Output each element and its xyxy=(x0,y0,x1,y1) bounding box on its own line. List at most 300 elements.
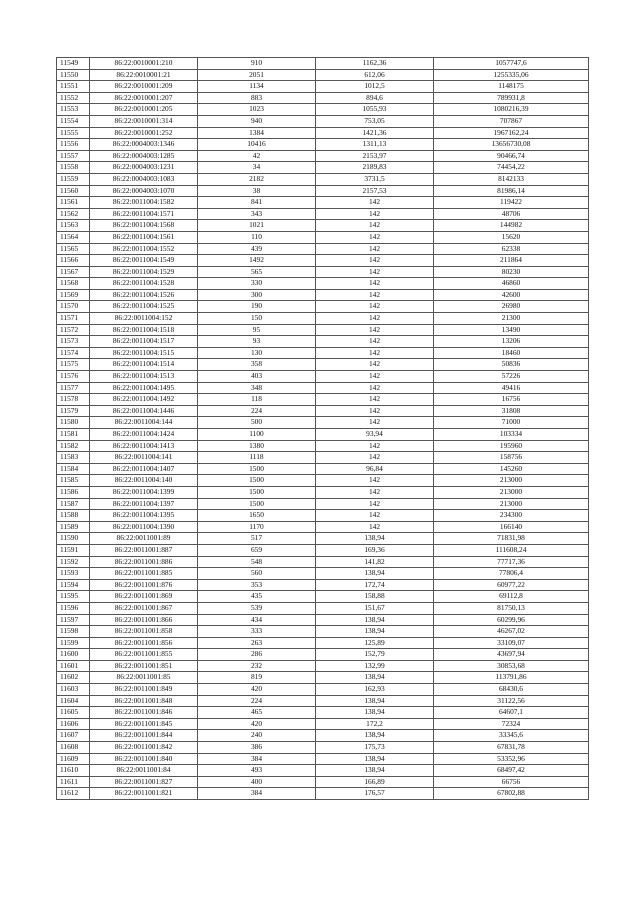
table-row xyxy=(57,649,589,661)
cadastral-number-cell: 86:22:0011001:886 xyxy=(90,556,198,568)
rate-cell: 142 xyxy=(316,197,434,209)
row-number-cell: 11550 xyxy=(57,69,90,81)
row-number-cell: 11558 xyxy=(57,162,90,174)
rate-cell: 753,05 xyxy=(316,115,434,127)
table-row xyxy=(57,359,589,371)
cadastral-number-cell: 86:22:0011004:1492 xyxy=(90,394,198,406)
row-number-cell: 11593 xyxy=(57,568,90,580)
cadastral-number-cell: 86:22:0011001:856 xyxy=(90,637,198,649)
table-row xyxy=(57,765,589,777)
cadastral-number-cell: 86:22:0011004:1525 xyxy=(90,301,198,313)
rate-cell: 1311,13 xyxy=(316,139,434,151)
area-cell: 232 xyxy=(198,660,316,672)
value-cell: 1967162,24 xyxy=(434,127,589,139)
area-cell: 286 xyxy=(198,649,316,661)
cadastral-number-cell: 86:22:0004003:1346 xyxy=(90,139,198,151)
value-cell: 31122,56 xyxy=(434,695,589,707)
table-row xyxy=(57,776,589,788)
cadastral-number-cell: 86:22:0011004:140 xyxy=(90,475,198,487)
value-cell: 1080216,39 xyxy=(434,104,589,116)
cadastral-number-cell: 86:22:0004003:1083 xyxy=(90,173,198,185)
value-cell: 166140 xyxy=(434,521,589,533)
value-cell: 13656730,08 xyxy=(434,139,589,151)
area-cell: 386 xyxy=(198,742,316,754)
value-cell: 50836 xyxy=(434,359,589,371)
value-cell: 15620 xyxy=(434,231,589,243)
cadastral-number-cell: 86:22:0011001:876 xyxy=(90,579,198,591)
row-number-cell: 11582 xyxy=(57,440,90,452)
value-cell: 211864 xyxy=(434,255,589,267)
value-cell: 13490 xyxy=(434,324,589,336)
value-cell: 53352,96 xyxy=(434,753,589,765)
area-cell: 353 xyxy=(198,579,316,591)
area-cell: 10416 xyxy=(198,139,316,151)
table-row xyxy=(57,498,589,510)
area-cell: 910 xyxy=(198,58,316,70)
row-number-cell: 11592 xyxy=(57,556,90,568)
cadastral-number-cell: 86:22:0011001:848 xyxy=(90,695,198,707)
row-number-cell: 11573 xyxy=(57,336,90,348)
row-number-cell: 11611 xyxy=(57,776,90,788)
row-number-cell: 11605 xyxy=(57,707,90,719)
rate-cell: 162,93 xyxy=(316,684,434,696)
area-cell: 42 xyxy=(198,150,316,162)
row-number-cell: 11575 xyxy=(57,359,90,371)
rate-cell: 138,94 xyxy=(316,626,434,638)
table-row xyxy=(57,347,589,359)
cadastral-number-cell: 86:22:0011001:885 xyxy=(90,568,198,580)
cadastral-number-cell: 86:22:0011001:869 xyxy=(90,591,198,603)
row-number-cell: 11554 xyxy=(57,115,90,127)
area-cell: 403 xyxy=(198,371,316,383)
area-cell: 240 xyxy=(198,730,316,742)
table-row xyxy=(57,69,589,81)
cadastral-number-cell: 86:22:0011001:887 xyxy=(90,544,198,556)
table-row xyxy=(57,266,589,278)
cadastral-number-cell: 86:22:0011001:846 xyxy=(90,707,198,719)
area-cell: 1384 xyxy=(198,127,316,139)
area-cell: 1500 xyxy=(198,486,316,498)
value-cell: 707867 xyxy=(434,115,589,127)
area-cell: 1118 xyxy=(198,452,316,464)
row-number-cell: 11576 xyxy=(57,371,90,383)
value-cell: 67802,88 xyxy=(434,788,589,800)
cadastral-number-cell: 86:22:0011004:152 xyxy=(90,313,198,325)
rate-cell: 175,73 xyxy=(316,742,434,754)
value-cell: 213000 xyxy=(434,486,589,498)
row-number-cell: 11607 xyxy=(57,730,90,742)
area-cell: 841 xyxy=(198,197,316,209)
area-cell: 1650 xyxy=(198,510,316,522)
rate-cell: 142 xyxy=(316,498,434,510)
rate-cell: 142 xyxy=(316,475,434,487)
row-number-cell: 11596 xyxy=(57,602,90,614)
row-number-cell: 11551 xyxy=(57,81,90,93)
table-row xyxy=(57,533,589,545)
row-number-cell: 11583 xyxy=(57,452,90,464)
row-number-cell: 11552 xyxy=(57,92,90,104)
cadastral-number-cell: 86:22:0011001:845 xyxy=(90,718,198,730)
table-row xyxy=(57,684,589,696)
cadastral-number-cell: 86:22:0011001:85 xyxy=(90,672,198,684)
rate-cell: 3731,5 xyxy=(316,173,434,185)
value-cell: 68430,6 xyxy=(434,684,589,696)
area-cell: 420 xyxy=(198,684,316,696)
cadastral-number-cell: 86:22:0011001:840 xyxy=(90,753,198,765)
rate-cell: 142 xyxy=(316,336,434,348)
rate-cell: 142 xyxy=(316,359,434,371)
cadastral-number-cell: 86:22:0010001:209 xyxy=(90,81,198,93)
value-cell: 46267,02 xyxy=(434,626,589,638)
value-cell: 77717,36 xyxy=(434,556,589,568)
table-row xyxy=(57,602,589,614)
cadastral-number-cell: 86:22:0011004:1515 xyxy=(90,347,198,359)
cadastral-number-cell: 86:22:0011001:866 xyxy=(90,614,198,626)
row-number-cell: 11594 xyxy=(57,579,90,591)
table-row xyxy=(57,510,589,522)
table-row xyxy=(57,660,589,672)
rate-cell: 152,79 xyxy=(316,649,434,661)
area-cell: 819 xyxy=(198,672,316,684)
value-cell: 49416 xyxy=(434,382,589,394)
row-number-cell: 11555 xyxy=(57,127,90,139)
table-row xyxy=(57,139,589,151)
value-cell: 80230 xyxy=(434,266,589,278)
area-cell: 2051 xyxy=(198,69,316,81)
value-cell: 213000 xyxy=(434,475,589,487)
cadastral-number-cell: 86:22:0011004:1561 xyxy=(90,231,198,243)
table-row xyxy=(57,568,589,580)
row-number-cell: 11568 xyxy=(57,278,90,290)
rate-cell: 2189,83 xyxy=(316,162,434,174)
row-number-cell: 11610 xyxy=(57,765,90,777)
area-cell: 565 xyxy=(198,266,316,278)
rate-cell: 142 xyxy=(316,510,434,522)
cadastral-number-cell: 86:22:0011004:1446 xyxy=(90,405,198,417)
rate-cell: 169,36 xyxy=(316,544,434,556)
value-cell: 72324 xyxy=(434,718,589,730)
value-cell: 30853,68 xyxy=(434,660,589,672)
area-cell: 493 xyxy=(198,765,316,777)
value-cell: 103334 xyxy=(434,429,589,441)
table-row xyxy=(57,672,589,684)
value-cell: 64607,1 xyxy=(434,707,589,719)
table-row xyxy=(57,92,589,104)
row-number-cell: 11559 xyxy=(57,173,90,185)
rate-cell: 138,94 xyxy=(316,695,434,707)
row-number-cell: 11579 xyxy=(57,405,90,417)
area-cell: 333 xyxy=(198,626,316,638)
row-number-cell: 11590 xyxy=(57,533,90,545)
value-cell: 1148175 xyxy=(434,81,589,93)
value-cell: 43697,94 xyxy=(434,649,589,661)
area-cell: 435 xyxy=(198,591,316,603)
rate-cell: 151,67 xyxy=(316,602,434,614)
table-row xyxy=(57,173,589,185)
cadastral-number-cell: 86:22:0011004:1582 xyxy=(90,197,198,209)
area-cell: 1100 xyxy=(198,429,316,441)
rate-cell: 93,94 xyxy=(316,429,434,441)
rate-cell: 142 xyxy=(316,371,434,383)
cadastral-number-cell: 86:22:0011001:842 xyxy=(90,742,198,754)
table-row xyxy=(57,637,589,649)
value-cell: 111608,24 xyxy=(434,544,589,556)
cadastral-number-cell: 86:22:0011004:1495 xyxy=(90,382,198,394)
area-cell: 883 xyxy=(198,92,316,104)
cadastral-number-cell: 86:22:0011004:1513 xyxy=(90,371,198,383)
table-row xyxy=(57,591,589,603)
row-number-cell: 11580 xyxy=(57,417,90,429)
value-cell: 21300 xyxy=(434,313,589,325)
row-number-cell: 11603 xyxy=(57,684,90,696)
table-row xyxy=(57,220,589,232)
row-number-cell: 11585 xyxy=(57,475,90,487)
rate-cell: 142 xyxy=(316,243,434,255)
value-cell: 60977,22 xyxy=(434,579,589,591)
area-cell: 548 xyxy=(198,556,316,568)
table-row xyxy=(57,115,589,127)
rate-cell: 138,94 xyxy=(316,730,434,742)
table-row xyxy=(57,208,589,220)
cadastral-number-cell: 86:22:0011004:1517 xyxy=(90,336,198,348)
cadastral-number-cell: 86:22:0011004:1413 xyxy=(90,440,198,452)
area-cell: 110 xyxy=(198,231,316,243)
row-number-cell: 11564 xyxy=(57,231,90,243)
cadastral-number-cell: 86:22:0011001:858 xyxy=(90,626,198,638)
value-cell: 68497,42 xyxy=(434,765,589,777)
row-number-cell: 11602 xyxy=(57,672,90,684)
rate-cell: 142 xyxy=(316,394,434,406)
area-cell: 95 xyxy=(198,324,316,336)
value-cell: 81986,14 xyxy=(434,185,589,197)
area-cell: 93 xyxy=(198,336,316,348)
table-row xyxy=(57,150,589,162)
table-row xyxy=(57,544,589,556)
table-row xyxy=(57,81,589,93)
table-row xyxy=(57,127,589,139)
value-cell: 26980 xyxy=(434,301,589,313)
cadastral-number-cell: 86:22:0004003:1285 xyxy=(90,150,198,162)
row-number-cell: 11560 xyxy=(57,185,90,197)
cadastral-number-cell: 86:22:0011004:1424 xyxy=(90,429,198,441)
rate-cell: 142 xyxy=(316,440,434,452)
rate-cell: 138,94 xyxy=(316,672,434,684)
value-cell: 74454,22 xyxy=(434,162,589,174)
row-number-cell: 11599 xyxy=(57,637,90,649)
cadastral-number-cell: 86:22:0010001:314 xyxy=(90,115,198,127)
rate-cell: 2153,97 xyxy=(316,150,434,162)
row-number-cell: 11574 xyxy=(57,347,90,359)
row-number-cell: 11557 xyxy=(57,150,90,162)
table-row xyxy=(57,452,589,464)
area-cell: 434 xyxy=(198,614,316,626)
value-cell: 158756 xyxy=(434,452,589,464)
rate-cell: 612,06 xyxy=(316,69,434,81)
area-cell: 1021 xyxy=(198,220,316,232)
value-cell: 145260 xyxy=(434,463,589,475)
row-number-cell: 11566 xyxy=(57,255,90,267)
area-cell: 1500 xyxy=(198,498,316,510)
rate-cell: 142 xyxy=(316,405,434,417)
area-cell: 263 xyxy=(198,637,316,649)
rate-cell: 172,74 xyxy=(316,579,434,591)
rate-cell: 158,88 xyxy=(316,591,434,603)
row-number-cell: 11612 xyxy=(57,788,90,800)
table-row xyxy=(57,626,589,638)
rate-cell: 142 xyxy=(316,486,434,498)
area-cell: 1500 xyxy=(198,475,316,487)
cadastral-number-cell: 86:22:0011004:144 xyxy=(90,417,198,429)
area-cell: 659 xyxy=(198,544,316,556)
cadastral-number-cell: 86:22:0011004:1518 xyxy=(90,324,198,336)
row-number-cell: 11569 xyxy=(57,289,90,301)
row-number-cell: 11586 xyxy=(57,486,90,498)
table-row xyxy=(57,718,589,730)
cadastral-number-cell: 86:22:0011004:1397 xyxy=(90,498,198,510)
row-number-cell: 11577 xyxy=(57,382,90,394)
row-number-cell: 11604 xyxy=(57,695,90,707)
value-cell: 1057747,6 xyxy=(434,58,589,70)
rate-cell: 142 xyxy=(316,347,434,359)
row-number-cell: 11589 xyxy=(57,521,90,533)
value-cell: 33109,07 xyxy=(434,637,589,649)
cadastral-number-cell: 86:22:0011001:849 xyxy=(90,684,198,696)
area-cell: 420 xyxy=(198,718,316,730)
value-cell: 144982 xyxy=(434,220,589,232)
row-number-cell: 11581 xyxy=(57,429,90,441)
table-row xyxy=(57,707,589,719)
value-cell: 8142133 xyxy=(434,173,589,185)
rate-cell: 1421,36 xyxy=(316,127,434,139)
cadastral-number-cell: 86:22:0010001:21 xyxy=(90,69,198,81)
area-cell: 190 xyxy=(198,301,316,313)
row-number-cell: 11570 xyxy=(57,301,90,313)
rate-cell: 142 xyxy=(316,231,434,243)
row-number-cell: 11608 xyxy=(57,742,90,754)
value-cell: 62338 xyxy=(434,243,589,255)
value-cell: 57226 xyxy=(434,371,589,383)
cadastral-number-cell: 86:22:0010001:210 xyxy=(90,58,198,70)
value-cell: 789931,8 xyxy=(434,92,589,104)
cadastral-number-cell: 86:22:0011004:1514 xyxy=(90,359,198,371)
rate-cell: 142 xyxy=(316,278,434,290)
cadastral-number-cell: 86:22:0011001:84 xyxy=(90,765,198,777)
table-row xyxy=(57,614,589,626)
cadastral-number-cell: 86:22:0011004:1529 xyxy=(90,266,198,278)
value-cell: 77806,4 xyxy=(434,568,589,580)
row-number-cell: 11553 xyxy=(57,104,90,116)
table-body xyxy=(57,58,589,800)
value-cell: 213000 xyxy=(434,498,589,510)
rate-cell: 125,89 xyxy=(316,637,434,649)
value-cell: 16756 xyxy=(434,394,589,406)
value-cell: 48706 xyxy=(434,208,589,220)
area-cell: 224 xyxy=(198,695,316,707)
area-cell: 348 xyxy=(198,382,316,394)
table-row xyxy=(57,730,589,742)
area-cell: 2182 xyxy=(198,173,316,185)
value-cell: 13206 xyxy=(434,336,589,348)
row-number-cell: 11572 xyxy=(57,324,90,336)
rate-cell: 142 xyxy=(316,313,434,325)
area-cell: 224 xyxy=(198,405,316,417)
value-cell: 66756 xyxy=(434,776,589,788)
rate-cell: 172,2 xyxy=(316,718,434,730)
value-cell: 69112,8 xyxy=(434,591,589,603)
table-row xyxy=(57,243,589,255)
value-cell: 67831,78 xyxy=(434,742,589,754)
area-cell: 539 xyxy=(198,602,316,614)
cadastral-number-cell: 86:22:0011004:1568 xyxy=(90,220,198,232)
table-row xyxy=(57,382,589,394)
rate-cell: 1162,36 xyxy=(316,58,434,70)
cadastral-number-cell: 86:22:0011004:1571 xyxy=(90,208,198,220)
table-row xyxy=(57,58,589,70)
area-cell: 1500 xyxy=(198,463,316,475)
table-row xyxy=(57,255,589,267)
row-number-cell: 11562 xyxy=(57,208,90,220)
table-row xyxy=(57,440,589,452)
value-cell: 31808 xyxy=(434,405,589,417)
value-cell: 60299,96 xyxy=(434,614,589,626)
row-number-cell: 11584 xyxy=(57,463,90,475)
cadastral-number-cell: 86:22:0004003:1231 xyxy=(90,162,198,174)
cadastral-number-cell: 86:22:0011004:1526 xyxy=(90,289,198,301)
rate-cell: 142 xyxy=(316,220,434,232)
area-cell: 330 xyxy=(198,278,316,290)
rate-cell: 1012,5 xyxy=(316,81,434,93)
rate-cell: 142 xyxy=(316,382,434,394)
row-number-cell: 11598 xyxy=(57,626,90,638)
row-number-cell: 11587 xyxy=(57,498,90,510)
rate-cell: 142 xyxy=(316,324,434,336)
cadastral-number-cell: 86:22:0004003:1070 xyxy=(90,185,198,197)
cadastral-number-cell: 86:22:0011004:1407 xyxy=(90,463,198,475)
value-cell: 195960 xyxy=(434,440,589,452)
value-cell: 234300 xyxy=(434,510,589,522)
area-cell: 1492 xyxy=(198,255,316,267)
rate-cell: 142 xyxy=(316,266,434,278)
table-row xyxy=(57,162,589,174)
table-row xyxy=(57,313,589,325)
table-row xyxy=(57,104,589,116)
row-number-cell: 11565 xyxy=(57,243,90,255)
table-row xyxy=(57,405,589,417)
table-row xyxy=(57,521,589,533)
cadastral-number-cell: 86:22:0011004:1528 xyxy=(90,278,198,290)
area-cell: 1380 xyxy=(198,440,316,452)
row-number-cell: 11597 xyxy=(57,614,90,626)
row-number-cell: 11595 xyxy=(57,591,90,603)
table-row xyxy=(57,231,589,243)
value-cell: 1255335,06 xyxy=(434,69,589,81)
area-cell: 34 xyxy=(198,162,316,174)
rate-cell: 142 xyxy=(316,208,434,220)
row-number-cell: 11606 xyxy=(57,718,90,730)
value-cell: 119422 xyxy=(434,197,589,209)
rate-cell: 2157,53 xyxy=(316,185,434,197)
row-number-cell: 11563 xyxy=(57,220,90,232)
row-number-cell: 11571 xyxy=(57,313,90,325)
cadastral-number-cell: 86:22:0011004:1552 xyxy=(90,243,198,255)
rate-cell: 138,94 xyxy=(316,765,434,777)
rate-cell: 166,89 xyxy=(316,776,434,788)
cadastral-number-cell: 86:22:0011001:844 xyxy=(90,730,198,742)
table-row xyxy=(57,324,589,336)
area-cell: 358 xyxy=(198,359,316,371)
area-cell: 118 xyxy=(198,394,316,406)
table-row xyxy=(57,301,589,313)
